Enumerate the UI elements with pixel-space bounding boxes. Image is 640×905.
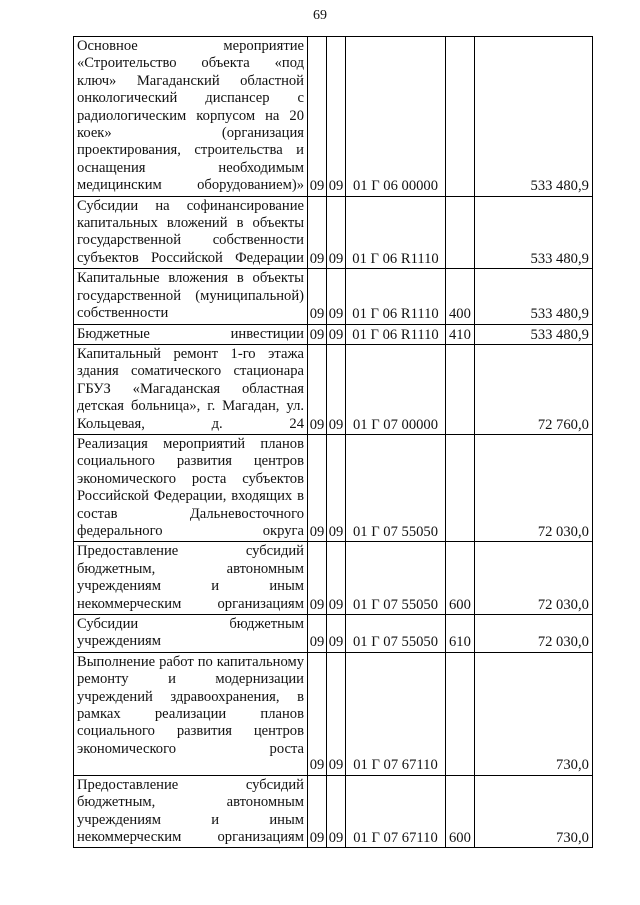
row-section: 09 bbox=[308, 269, 327, 324]
row-target-article: 01 Г 07 67110 bbox=[346, 652, 446, 775]
row-name: Основное мероприятие «Строительство объекта «под ключ» Магаданский областной онкологический диспансер с радиологическим корпусом на 20 коек» (организация проектирования, строительства и оснащения необходимым медицинским оборудованием)» bbox=[74, 37, 308, 197]
row-section: 09 bbox=[308, 344, 327, 434]
row-expense-type bbox=[446, 196, 475, 269]
row-amount: 72 030,0 bbox=[474, 542, 592, 615]
row-name: Выполнение работ по капитальному ремонту и модернизации учреждений здравоохранения, в рамках реализации планов социального развития центров экономического роста bbox=[74, 652, 308, 775]
row-amount: 533 480,9 bbox=[474, 196, 592, 269]
row-subsection: 09 bbox=[327, 775, 346, 848]
row-name: Капитальные вложения в объекты государственной (муниципальной) собственности bbox=[74, 269, 308, 324]
row-amount: 72 030,0 bbox=[474, 434, 592, 541]
row-target-article: 01 Г 06 00000 bbox=[346, 37, 446, 197]
row-target-article: 01 Г 07 55050 bbox=[346, 615, 446, 653]
row-amount: 533 480,9 bbox=[474, 324, 592, 344]
row-name: Капитальный ремонт 1-го этажа здания соматического стационара ГБУЗ «Магаданская областная детская больница», г. Магадан, ул. Кольцевая, д. 24 bbox=[74, 344, 308, 434]
row-subsection: 09 bbox=[327, 196, 346, 269]
row-amount: 72 030,0 bbox=[474, 615, 592, 653]
row-target-article: 01 Г 07 55050 bbox=[346, 434, 446, 541]
row-amount: 730,0 bbox=[474, 652, 592, 775]
row-section: 09 bbox=[308, 37, 327, 197]
table-row bbox=[74, 652, 593, 775]
row-name: Субсидии бюджетным учреждениям bbox=[74, 615, 308, 653]
page-number: 69 bbox=[313, 8, 327, 23]
budget-table bbox=[73, 36, 593, 848]
row-subsection: 09 bbox=[327, 324, 346, 344]
row-section: 09 bbox=[308, 652, 327, 775]
row-target-article: 01 Г 07 55050 bbox=[346, 542, 446, 615]
row-amount: 533 480,9 bbox=[474, 37, 592, 197]
row-name: Реализация мероприятий планов социального развития центров экономического роста субъектов Российской Федерации, входящих в состав Дальневосточного федерального округа bbox=[74, 434, 308, 541]
row-expense-type bbox=[446, 37, 475, 197]
row-section: 09 bbox=[308, 324, 327, 344]
row-name: Предоставление субсидий бюджетным, автономным учреждениям и иным некоммерческим организациям bbox=[74, 542, 308, 615]
table-row bbox=[74, 196, 593, 269]
row-expense-type: 600 bbox=[446, 775, 475, 848]
row-expense-type: 400 bbox=[446, 269, 475, 324]
table-row bbox=[74, 615, 593, 653]
row-expense-type: 600 bbox=[446, 542, 475, 615]
row-expense-type bbox=[446, 344, 475, 434]
row-amount: 730,0 bbox=[474, 775, 592, 848]
row-section: 09 bbox=[308, 196, 327, 269]
row-target-article: 01 Г 06 R1110 bbox=[346, 324, 446, 344]
row-subsection: 09 bbox=[327, 37, 346, 197]
row-subsection: 09 bbox=[327, 615, 346, 653]
row-subsection: 09 bbox=[327, 542, 346, 615]
row-expense-type bbox=[446, 434, 475, 541]
row-expense-type bbox=[446, 652, 475, 775]
row-section: 09 bbox=[308, 615, 327, 653]
row-amount: 533 480,9 bbox=[474, 269, 592, 324]
row-section: 09 bbox=[308, 542, 327, 615]
row-subsection: 09 bbox=[327, 652, 346, 775]
row-name: Предоставление субсидий бюджетным, автономным учреждениям и иным некоммерческим организациям bbox=[74, 775, 308, 848]
row-subsection: 09 bbox=[327, 344, 346, 434]
table-row bbox=[74, 542, 593, 615]
table-row bbox=[74, 324, 593, 344]
table-row bbox=[74, 434, 593, 541]
row-amount: 72 760,0 bbox=[474, 344, 592, 434]
table-row bbox=[74, 269, 593, 324]
row-target-article: 01 Г 07 00000 bbox=[346, 344, 446, 434]
row-expense-type: 410 bbox=[446, 324, 475, 344]
row-target-article: 01 Г 07 67110 bbox=[346, 775, 446, 848]
row-name: Бюджетные инвестиции bbox=[74, 324, 308, 344]
row-target-article: 01 Г 06 R1110 bbox=[346, 196, 446, 269]
table-row bbox=[74, 37, 593, 197]
table-row bbox=[74, 344, 593, 434]
row-name: Субсидии на софинансирование капитальных вложений в объекты государственной собственности субъектов Российской Федерации bbox=[74, 196, 308, 269]
row-expense-type: 610 bbox=[446, 615, 475, 653]
row-subsection: 09 bbox=[327, 434, 346, 541]
table-row bbox=[74, 775, 593, 848]
row-section: 09 bbox=[308, 775, 327, 848]
row-section: 09 bbox=[308, 434, 327, 541]
row-subsection: 09 bbox=[327, 269, 346, 324]
row-target-article: 01 Г 06 R1110 bbox=[346, 269, 446, 324]
